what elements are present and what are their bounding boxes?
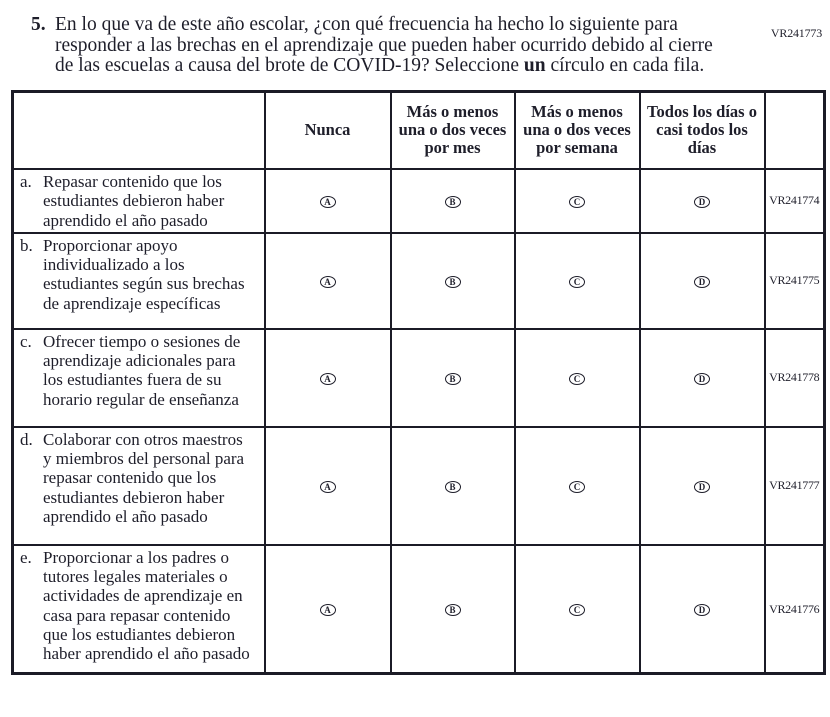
row-letter-c: c. bbox=[20, 331, 32, 351]
answer-bubble-d-A[interactable]: A bbox=[320, 481, 336, 493]
answer-bubble-a-A[interactable]: A bbox=[320, 196, 336, 208]
frequency-matrix-table bbox=[11, 90, 826, 676]
item-column-header-empty bbox=[13, 91, 265, 169]
row-text-d: Colaborar con otros maestros y miembros del personal para repasar contenido que los estudiantes debieron haber aprendido el año pasado bbox=[43, 429, 245, 527]
question-line-3-before: de las escuelas a causa del brote de COVID-19? Seleccione bbox=[55, 55, 520, 76]
table-row-e bbox=[13, 545, 825, 674]
item-cell-a bbox=[13, 169, 265, 233]
form-code-top-right: VR241773 bbox=[770, 26, 822, 40]
table-row-b bbox=[13, 233, 825, 329]
cell-d-mes bbox=[391, 427, 515, 545]
cell-d-nunca bbox=[265, 427, 391, 545]
cell-c-todos bbox=[640, 329, 765, 427]
cell-c-nunca bbox=[265, 329, 391, 427]
row-letter-b: b. bbox=[20, 235, 33, 255]
row-code-d: VR241777 bbox=[765, 427, 825, 545]
row-letter-d: d. bbox=[20, 429, 33, 449]
question-bold-word: un bbox=[523, 55, 546, 76]
answer-bubble-b-A[interactable]: A bbox=[320, 276, 336, 288]
cell-a-mes bbox=[391, 169, 515, 233]
cell-c-semana bbox=[515, 329, 640, 427]
answer-bubble-a-C[interactable]: C bbox=[569, 196, 585, 208]
cell-b-nunca bbox=[265, 233, 391, 329]
answer-bubble-c-D[interactable]: D bbox=[694, 373, 710, 385]
col-header-veces-por-mes: Más o menos una o dos veces por mes bbox=[391, 91, 515, 169]
answer-bubble-a-D[interactable]: D bbox=[694, 196, 710, 208]
item-cell-b bbox=[13, 233, 265, 329]
question-number: 5. bbox=[31, 14, 46, 35]
cell-a-nunca bbox=[265, 169, 391, 233]
header-row bbox=[13, 91, 825, 169]
answer-bubble-c-A[interactable]: A bbox=[320, 373, 336, 385]
answer-bubble-c-C[interactable]: C bbox=[569, 373, 585, 385]
cell-d-todos bbox=[640, 427, 765, 545]
row-code-a: VR241774 bbox=[765, 169, 825, 233]
answer-bubble-e-D[interactable]: D bbox=[694, 604, 710, 616]
row-code-e: VR241776 bbox=[765, 545, 825, 674]
row-code-c: VR241778 bbox=[765, 329, 825, 427]
answer-bubble-b-C[interactable]: C bbox=[569, 276, 585, 288]
row-letter-a: a. bbox=[20, 172, 32, 191]
answer-bubble-d-C[interactable]: C bbox=[569, 481, 585, 493]
row-text-a: Repasar contenido que los estudiantes debieron haber aprendido el año pasado bbox=[43, 172, 225, 230]
cell-b-todos bbox=[640, 233, 765, 329]
answer-bubble-c-B[interactable]: B bbox=[445, 373, 461, 385]
row-letter-e: e. bbox=[20, 547, 32, 567]
question-line-3 bbox=[55, 56, 785, 77]
cell-a-todos bbox=[640, 169, 765, 233]
item-cell-c bbox=[13, 329, 265, 427]
question-line-3-after: círculo en cada fila. bbox=[550, 55, 705, 76]
answer-bubble-b-B[interactable]: B bbox=[445, 276, 461, 288]
col-header-todos-los-dias: Todos los días o casi todos los días bbox=[640, 91, 765, 169]
answer-bubble-d-D[interactable]: D bbox=[694, 481, 710, 493]
item-cell-d bbox=[13, 427, 265, 545]
question-line-2: responder a las brechas en el aprendizaje que pueden haber ocurrido debido al cierre bbox=[55, 34, 713, 56]
cell-a-semana bbox=[515, 169, 640, 233]
cell-b-mes bbox=[391, 233, 515, 329]
cell-e-semana bbox=[515, 545, 640, 674]
answer-bubble-e-C[interactable]: C bbox=[569, 604, 585, 616]
question-line-1: En lo que va de este año escolar, ¿con qué frecuencia ha hecho lo siguiente para bbox=[55, 14, 678, 35]
col-header-veces-por-semana: Más o menos una o dos veces por semana bbox=[515, 91, 640, 169]
row-code-b: VR241775 bbox=[765, 233, 825, 329]
table-row-d bbox=[13, 427, 825, 545]
cell-b-semana bbox=[515, 233, 640, 329]
col-header-nunca: Nunca bbox=[265, 91, 391, 169]
cell-e-todos bbox=[640, 545, 765, 674]
question-5 bbox=[31, 15, 830, 77]
cell-c-mes bbox=[391, 329, 515, 427]
item-cell-e bbox=[13, 545, 265, 674]
row-text-b: Proporcionar apoyo individualizado a los estudiantes según sus brechas de aprendizaje específicas bbox=[43, 235, 245, 313]
table-row-c bbox=[13, 329, 825, 427]
answer-bubble-e-A[interactable]: A bbox=[320, 604, 336, 616]
cell-d-semana bbox=[515, 427, 640, 545]
cell-e-nunca bbox=[265, 545, 391, 674]
answer-bubble-b-D[interactable]: D bbox=[694, 276, 710, 288]
row-text-c: Ofrecer tiempo o sesiones de aprendizaje adicionales para los estudiantes fuera de su horario regular de enseñanza bbox=[43, 331, 241, 409]
question-text bbox=[55, 15, 785, 77]
row-text-e: Proporcionar a los padres o tutores legales materiales o actividades de aprendizaje en casa para repasar contenido que los estudiantes debieron haber aprendido el año pasado bbox=[43, 547, 250, 664]
code-column-header-empty bbox=[765, 91, 825, 169]
answer-bubble-a-B[interactable]: B bbox=[445, 196, 461, 208]
cell-e-mes bbox=[391, 545, 515, 674]
table-row-a bbox=[13, 169, 825, 233]
answer-bubble-d-B[interactable]: B bbox=[445, 481, 461, 493]
answer-bubble-e-B[interactable]: B bbox=[445, 604, 461, 616]
